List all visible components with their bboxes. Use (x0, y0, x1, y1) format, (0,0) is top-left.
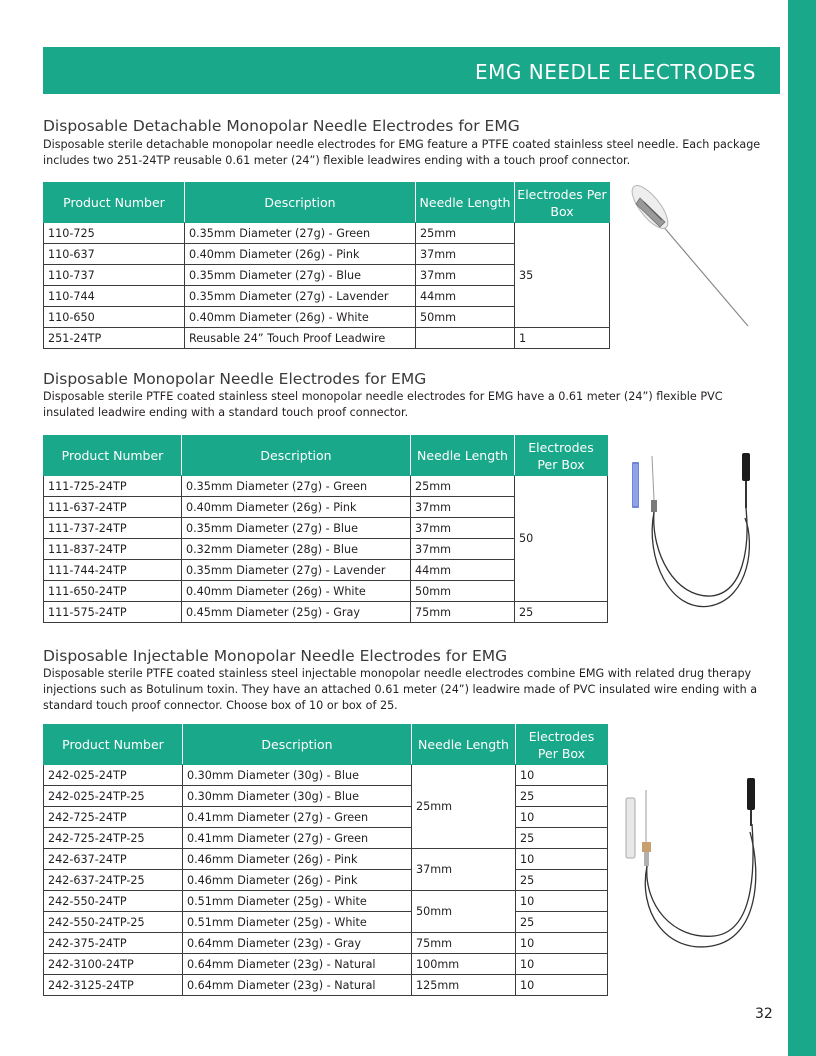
side-accent-bar (788, 0, 816, 1056)
section-description-injectable: Disposable sterile PTFE coated stainless steel injectable monopolar needle electrodes combine EMG with related drug therapy injections such as Botulinum toxin. They have an attached 0.61 meter (24”) leadwire made of PVC insulated wire ending with a standard touch proof connector. Choose box of 10 or box of 25. (43, 667, 758, 712)
product-description: 0.64mm Diameter (23g) - Natural (183, 954, 412, 975)
electrodes-per-box: 25 (515, 602, 608, 623)
needle-length: 50mm (416, 307, 515, 328)
electrodes-per-box: 10 (516, 807, 608, 828)
table-row (44, 786, 608, 807)
product-number: 242-025-24TP-25 (44, 786, 183, 807)
product-number: 242-550-24TP-25 (44, 912, 183, 933)
column-header-description: Description (183, 725, 412, 765)
column-header-electrodes-per-box: Electrodes Per Box (515, 183, 610, 223)
product-number: 242-375-24TP (44, 933, 183, 954)
product-description: 0.30mm Diameter (30g) - Blue (183, 786, 412, 807)
product-description: Reusable 24” Touch Proof Leadwire (185, 328, 416, 349)
needle-length: 37mm (411, 518, 515, 539)
product-description: 0.41mm Diameter (27g) - Green (183, 807, 412, 828)
product-number: 110-744 (44, 286, 185, 307)
product-description: 0.35mm Diameter (27g) - Green (185, 223, 416, 244)
table-row (44, 849, 608, 870)
product-description: 0.40mm Diameter (26g) - Pink (185, 244, 416, 265)
table-row (44, 765, 608, 786)
product-description: 0.30mm Diameter (30g) - Blue (183, 765, 412, 786)
table-row (44, 954, 608, 975)
product-number: 111-737-24TP (44, 518, 182, 539)
product-description: 0.51mm Diameter (25g) - White (183, 912, 412, 933)
product-number: 242-725-24TP (44, 807, 183, 828)
product-number: 110-737 (44, 265, 185, 286)
monopolar-needle-electrode-photo (625, 448, 765, 618)
product-table-injectable (43, 724, 608, 996)
electrodes-per-box: 25 (516, 786, 608, 807)
product-description: 0.64mm Diameter (23g) - Natural (183, 975, 412, 996)
table-row (44, 933, 608, 954)
product-number: 242-637-24TP (44, 849, 183, 870)
product-description: 0.46mm Diameter (26g) - Pink (183, 849, 412, 870)
injectable-needle-electrode-photo (620, 770, 770, 955)
product-description: 0.35mm Diameter (27g) - Lavender (185, 286, 416, 307)
table-row (44, 223, 610, 244)
table-row (44, 807, 608, 828)
column-header-product-number: Product Number (44, 725, 183, 765)
column-header-description: Description (185, 183, 416, 223)
needle-length: 37mm (411, 539, 515, 560)
product-number: 242-3125-24TP (44, 975, 183, 996)
needle-length: 25mm (412, 765, 516, 849)
table-row (44, 912, 608, 933)
product-description: 0.35mm Diameter (27g) - Blue (182, 518, 411, 539)
product-number: 242-025-24TP (44, 765, 183, 786)
electrodes-per-box: 25 (516, 912, 608, 933)
product-number: 111-837-24TP (44, 539, 182, 560)
product-number: 242-3100-24TP (44, 954, 183, 975)
column-header-electrodes-per-box: Electrodes Per Box (516, 725, 608, 765)
product-number: 242-550-24TP (44, 891, 183, 912)
needle-length: 37mm (412, 849, 516, 891)
table-row (44, 870, 608, 891)
product-number: 111-637-24TP (44, 497, 182, 518)
product-number: 111-744-24TP (44, 560, 182, 581)
column-header-product-number: Product Number (44, 183, 185, 223)
electrodes-per-box: 10 (516, 954, 608, 975)
needle-length: 50mm (412, 891, 516, 933)
column-header-needle-length: Needle Length (412, 725, 516, 765)
needle-length: 100mm (412, 954, 516, 975)
column-header-product-number: Product Number (44, 436, 182, 476)
product-description: 0.64mm Diameter (23g) - Gray (183, 933, 412, 954)
product-description: 0.40mm Diameter (26g) - White (182, 581, 411, 602)
section-title-detachable: Disposable Detachable Monopolar Needle Electrodes for EMG (43, 117, 520, 135)
product-table-detachable (43, 182, 610, 349)
needle-length: 25mm (411, 476, 515, 497)
section-title-monopolar: Disposable Monopolar Needle Electrodes for EMG (43, 370, 427, 388)
table-row (44, 328, 610, 349)
page-number: 32 (755, 1006, 773, 1022)
needle-length: 75mm (411, 602, 515, 623)
column-header-description: Description (182, 436, 411, 476)
electrodes-per-box: 1 (515, 328, 610, 349)
section-description-monopolar: Disposable sterile PTFE coated stainless steel monopolar needle electrodes for EMG have a 0.61 meter (24”) flexible PVC insulated leadwire ending with a standard touch proof connector. (43, 390, 723, 419)
needle-length: 44mm (416, 286, 515, 307)
column-header-needle-length: Needle Length (411, 436, 515, 476)
electrodes-per-box: 10 (516, 765, 608, 786)
table-row (44, 602, 608, 623)
product-number: 251-24TP (44, 328, 185, 349)
product-number: 110-637 (44, 244, 185, 265)
electrodes-per-box: 50 (515, 476, 608, 602)
needle-length: 37mm (416, 265, 515, 286)
needle-length: 50mm (411, 581, 515, 602)
page-title: EMG NEEDLE ELECTRODES (475, 60, 756, 84)
column-header-needle-length: Needle Length (416, 183, 515, 223)
product-description: 0.35mm Diameter (27g) - Lavender (182, 560, 411, 581)
product-description: 0.32mm Diameter (28g) - Blue (182, 539, 411, 560)
product-number: 242-725-24TP-25 (44, 828, 183, 849)
electrodes-per-box: 10 (516, 975, 608, 996)
product-number: 111-725-24TP (44, 476, 182, 497)
needle-length: 37mm (411, 497, 515, 518)
needle-length: 44mm (411, 560, 515, 581)
product-description: 0.40mm Diameter (26g) - Pink (182, 497, 411, 518)
table-row (44, 891, 608, 912)
product-number: 110-725 (44, 223, 185, 244)
product-description: 0.46mm Diameter (26g) - Pink (183, 870, 412, 891)
needle-length: 37mm (416, 244, 515, 265)
product-number: 110-650 (44, 307, 185, 328)
needle-length: 25mm (416, 223, 515, 244)
product-number: 242-637-24TP-25 (44, 870, 183, 891)
product-description: 0.35mm Diameter (27g) - Green (182, 476, 411, 497)
needle-length: 125mm (412, 975, 516, 996)
product-description: 0.51mm Diameter (25g) - White (183, 891, 412, 912)
product-description: 0.45mm Diameter (25g) - Gray (182, 602, 411, 623)
electrodes-per-box: 10 (516, 933, 608, 954)
column-header-electrodes-per-box: Electrodes Per Box (515, 436, 608, 476)
product-table-monopolar (43, 435, 608, 623)
product-description: 0.35mm Diameter (27g) - Blue (185, 265, 416, 286)
product-description: 0.40mm Diameter (26g) - White (185, 307, 416, 328)
header-banner (43, 47, 780, 94)
table-row (44, 828, 608, 849)
table-row (44, 975, 608, 996)
needle-length: 75mm (412, 933, 516, 954)
electrodes-per-box: 10 (516, 891, 608, 912)
electrodes-per-box: 35 (515, 223, 610, 328)
electrodes-per-box: 10 (516, 849, 608, 870)
section-title-injectable: Disposable Injectable Monopolar Needle Electrodes for EMG (43, 647, 508, 665)
needle-length (416, 328, 515, 349)
electrodes-per-box: 25 (516, 870, 608, 891)
product-number: 111-650-24TP (44, 581, 182, 602)
product-description: 0.41mm Diameter (27g) - Green (183, 828, 412, 849)
electrodes-per-box: 25 (516, 828, 608, 849)
detachable-needle-electrode-photo (620, 180, 770, 335)
product-number: 111-575-24TP (44, 602, 182, 623)
table-row (44, 476, 608, 497)
section-description-detachable: Disposable sterile detachable monopolar needle electrodes for EMG feature a PTFE coated stainless steel needle. Each package includes two 251-24TP reusable 0.61 meter (24”) flexible leadwires ending with a touch proof connector. (43, 138, 761, 167)
